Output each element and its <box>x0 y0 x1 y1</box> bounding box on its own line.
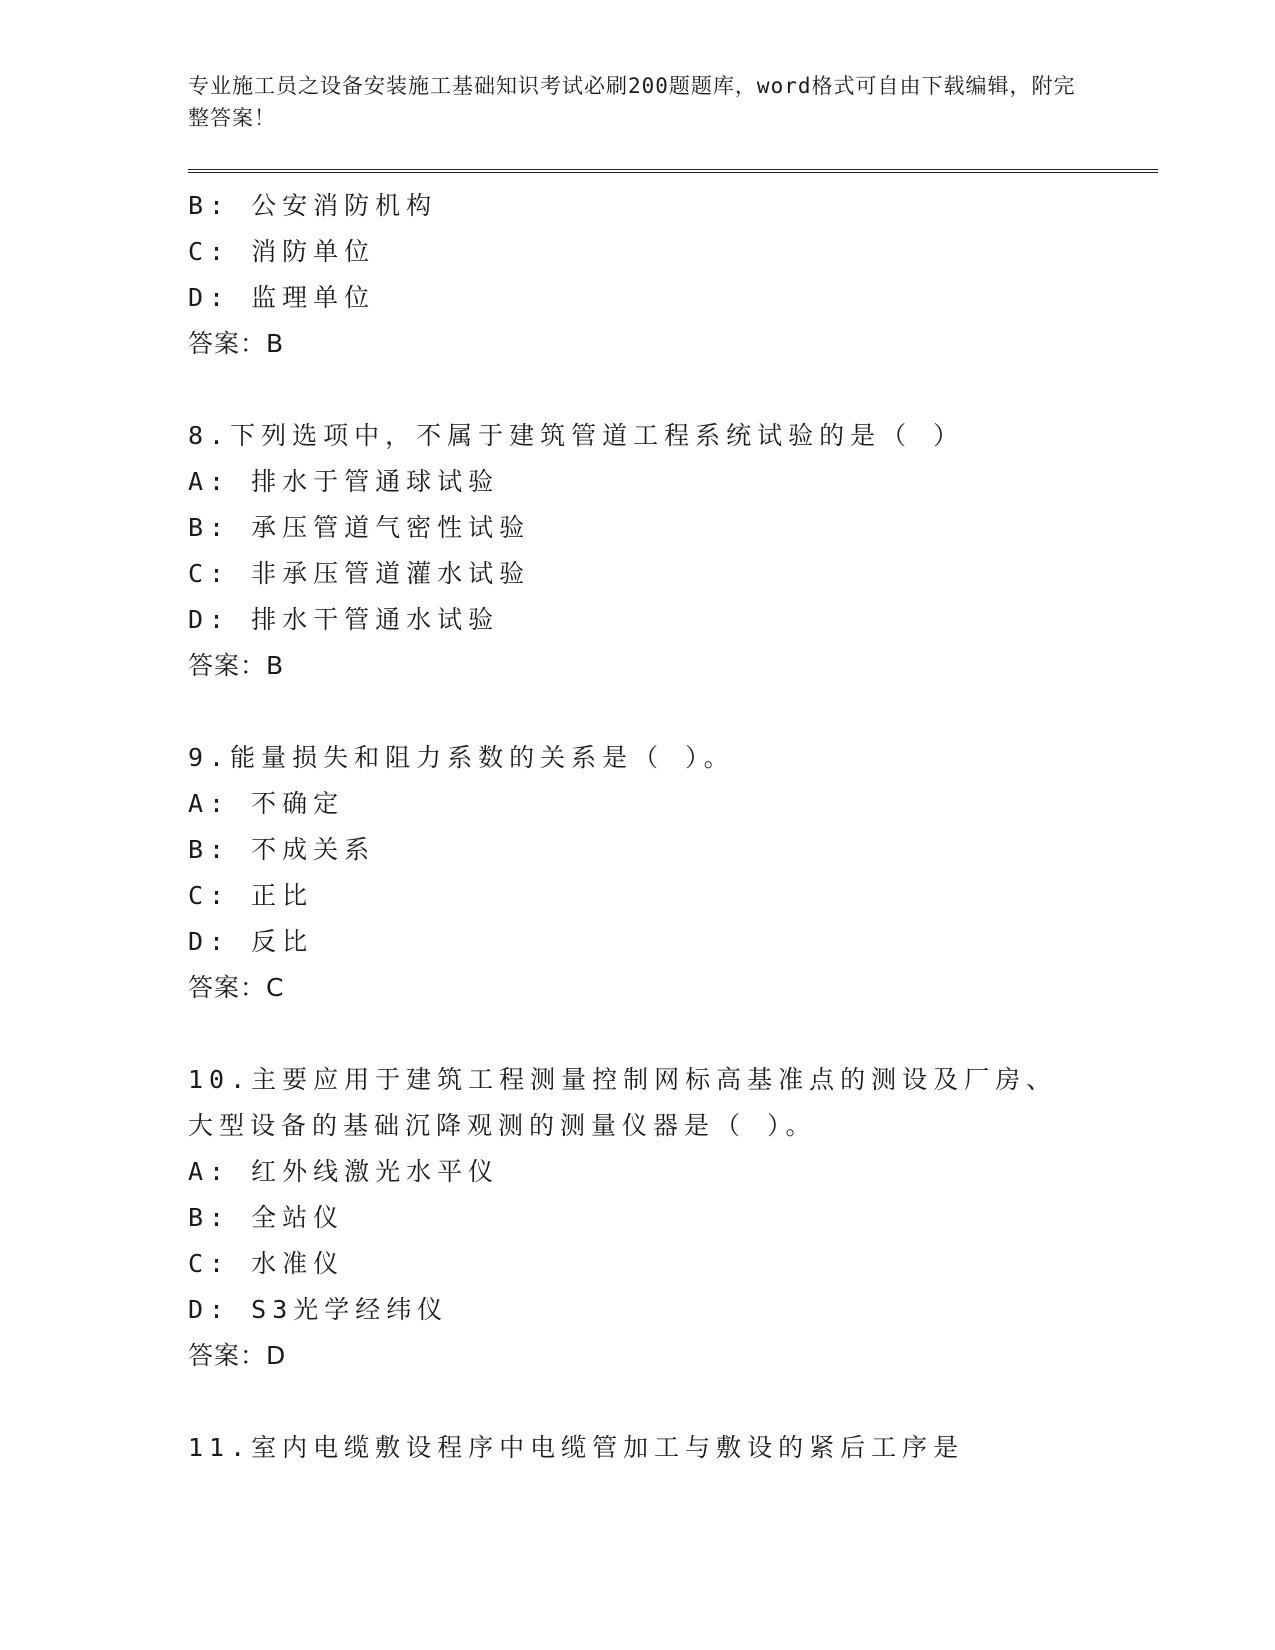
question-text: 8.下列选项中，不属于建筑管道工程系统试验的是（ ） <box>188 421 965 450</box>
document-header: 专业施工员之设备安装施工基础知识考试必刷200题题库，word格式可自由下载编辑，附完整答案！ <box>188 74 1076 130</box>
answer-text: 答案：B <box>188 329 285 358</box>
option-c: C: 非承压管道灌水试验 <box>188 559 531 588</box>
question-text: 9.能量损失和阻力系数的关系是（ ）。 <box>188 743 735 772</box>
header-divider <box>188 169 1158 173</box>
option-d: D: 反比 <box>188 927 314 956</box>
document-page <box>188 70 1158 1471</box>
document-body <box>188 183 1158 1471</box>
question-text: 10.主要应用于建筑工程测量控制网标高基准点的测设及厂房、大型设备的基础沉降观测的测量仪器是（ ）。 <box>188 1065 1058 1140</box>
prev-question-block <box>188 183 1158 367</box>
option-b: B: 公安消防机构 <box>188 191 438 220</box>
option-d: D: S3光学经纬仪 <box>188 1295 449 1324</box>
option-d: D: 监理单位 <box>188 283 376 312</box>
question-10 <box>188 1057 1158 1379</box>
option-c: C: 消防单位 <box>188 237 376 266</box>
option-c: C: 水准仪 <box>188 1249 345 1278</box>
option-a: A: 不确定 <box>188 789 345 818</box>
question-text: 11.室内电缆敷设程序中电缆管加工与敷设的紧后工序是 <box>188 1433 965 1462</box>
question-8 <box>188 413 1158 689</box>
question-11 <box>188 1425 1158 1471</box>
question-9 <box>188 735 1158 1011</box>
answer-text: 答案：C <box>188 973 285 1002</box>
option-b: B: 承压管道气密性试验 <box>188 513 531 542</box>
answer-text: 答案：D <box>188 1341 287 1370</box>
option-b: B: 不成关系 <box>188 835 376 864</box>
option-c: C: 正比 <box>188 881 314 910</box>
option-a: A: 红外线激光水平仪 <box>188 1157 500 1186</box>
option-a: A: 排水于管通球试验 <box>188 467 500 496</box>
answer-text: 答案：B <box>188 651 285 680</box>
option-b: B: 全站仪 <box>188 1203 345 1232</box>
option-d: D: 排水干管通水试验 <box>188 605 500 634</box>
